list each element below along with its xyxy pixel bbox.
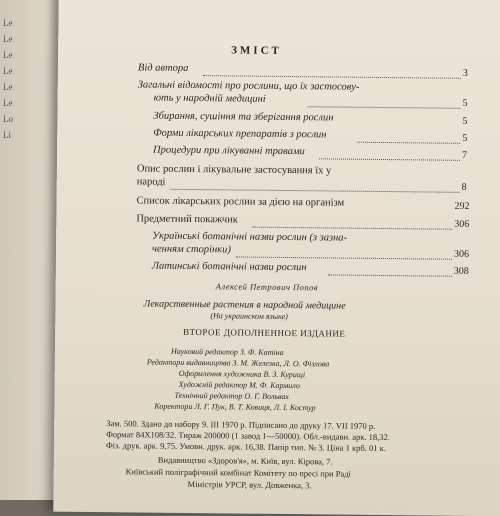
toc-page-number: 306 (453, 248, 470, 260)
credit-line: Оформлення художника В. З. Курищі (178, 368, 306, 380)
toc-entry: Форми лікарських препаратів з рослин (153, 127, 327, 141)
imprint-line: Київський поліграфічний комбінат Комітету по пресі при Раді (125, 466, 351, 479)
leader-dots (308, 105, 461, 109)
toc-entry: Латинські ботанічні назви рослин (151, 260, 307, 274)
leader-dots (171, 188, 460, 193)
toc-entry: народі (136, 176, 166, 188)
leader-dots (357, 141, 460, 144)
toc-page-number: 7 (461, 149, 468, 161)
edge-text: Le (3, 98, 13, 108)
toc-entry: Від автора (137, 62, 189, 74)
credit-line: Художній редактор М. Ф. Кармило (178, 379, 300, 391)
edge-text: Le (3, 82, 13, 92)
toc-entry: Українські ботанічні назви рослин (з зазна- (152, 230, 348, 244)
imprint-line: Зам. 500. Здано до набору 9. III 1970 р. Підписано до друку 17. VII 1970 р. (106, 418, 376, 431)
imprint-line: Міністрів УРСР, вул. Довженка, 3. (187, 478, 312, 491)
toc-page-number: 8 (461, 181, 467, 193)
imprint-line: Фіз. друк. арк. 9,75. Умовн. друк. арк. 16,38. Папір тип. № 3. Ціна 1 крб. 01 к. (105, 440, 386, 454)
toc-page-number: 5 (462, 115, 468, 127)
toc-entry: Опис рослин і лікувальне застосування їх у (136, 163, 332, 177)
toc-entry: Список лікарських рослин за дією на організм (136, 195, 345, 209)
credit-line: Редактори видавництва З. М. Железка, Л. О. Фізлова (146, 357, 330, 369)
toc-entry: Предметний покажчик (136, 213, 238, 226)
edge-text: Le (3, 18, 13, 28)
book-title: Лекарственные растения в народной медицине (143, 298, 346, 312)
toc-entry: Загальні відомості про рослини, що їх застосову- (137, 79, 360, 93)
book-page (53, 0, 500, 516)
edge-text: Lo (3, 114, 13, 124)
leader-dots (236, 255, 452, 259)
toc-entry: Збирання, сушіння та зберігання рослин (153, 110, 334, 124)
toc-entry: ють у народній медицині (153, 92, 266, 105)
imprint-line: Видавництво «Здоров'я», м. Київ, вул. Кірова, 7. (157, 454, 333, 467)
toc-page-number: 3 (462, 67, 468, 79)
edge-text: Li (3, 130, 11, 140)
toc-title: ЗМІСТ (231, 44, 282, 57)
imprint-line: Формат 84X108/32. Тираж 200000 (1 завод 1—50000). Обл.-видавн. арк. 18,32. (106, 429, 391, 443)
leader-dots (319, 157, 460, 160)
toc-entry: Процедури при лікуванні травами (153, 144, 305, 158)
toc-page-number: 5 (462, 132, 468, 144)
edge-text: Le (3, 34, 13, 44)
toc-page-number: 292 (454, 200, 470, 212)
leader-dots (252, 226, 452, 230)
edge-text: Le (3, 50, 13, 60)
leader-dots (203, 74, 461, 79)
credit-line: Науковий редактор З. Ф. Катіна (170, 346, 284, 357)
toc-entry: ченням сторінки) (151, 243, 231, 256)
edge-text: Le (3, 66, 13, 76)
toc-page-number: 306 (454, 218, 470, 230)
credit-line: Технічний редактор О. Г. Вольвах (174, 390, 290, 402)
toc-page-number: 308 (453, 265, 469, 277)
language-note: (На украинском языке) (210, 311, 288, 322)
leader-dots (328, 273, 452, 276)
edition-note: ВТОРОЕ ДОПОЛНЕННОЕ ИЗДАНИЕ (183, 326, 346, 339)
credit-line: Коректори Л. Г. Пук, В. Т. Ковиця, Л. І. Костур (154, 401, 316, 413)
toc-page-number: 5 (462, 97, 468, 109)
author-name: Алексей Петрович Попов (215, 281, 319, 293)
